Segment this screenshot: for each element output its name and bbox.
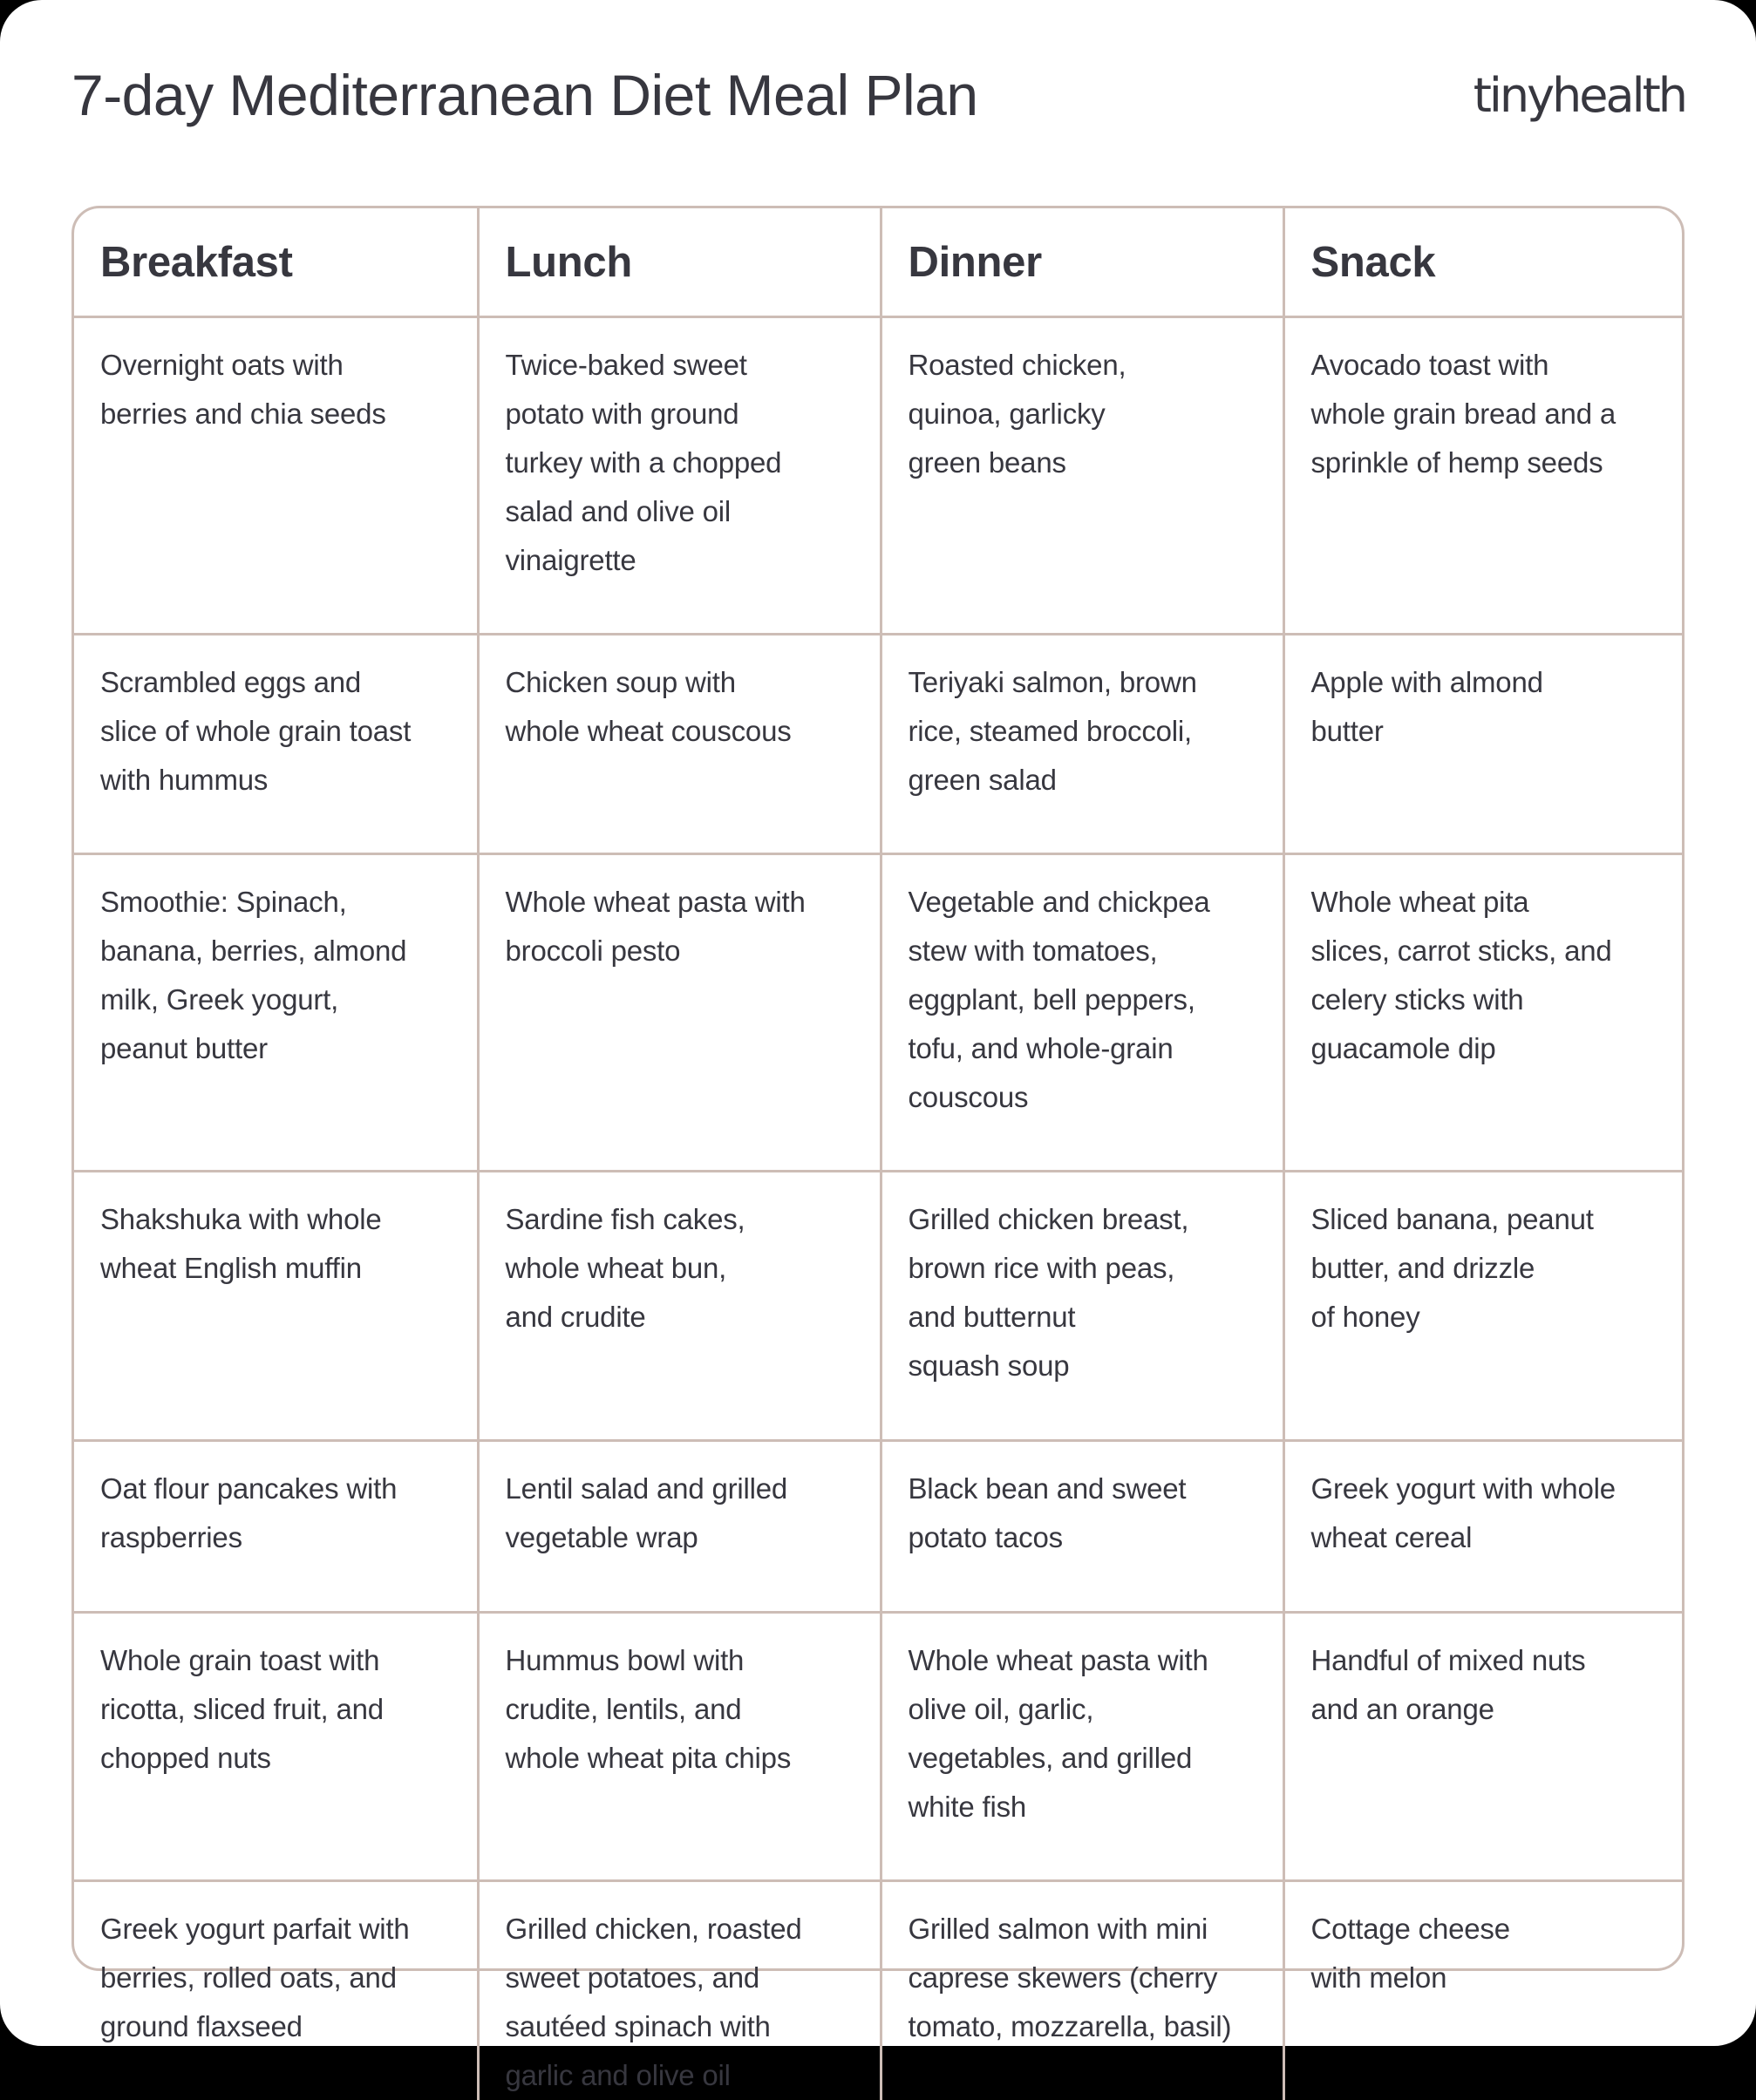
cell-text-line: Roasted chicken,	[909, 341, 1256, 390]
cell-text-line: Whole wheat pasta with	[506, 878, 854, 927]
cell-snack	[1283, 854, 1682, 1172]
cell-text-line: stew with tomatoes,	[909, 927, 1256, 975]
cell-text-line: slices, carrot sticks, and	[1311, 927, 1657, 975]
cell-text-line: wheat English muffin	[100, 1244, 451, 1293]
cell-text-line: sweet potatoes, and	[506, 1954, 854, 2002]
cell-text-line: whole wheat bun,	[506, 1244, 854, 1293]
cell-text-line: Whole grain toast with	[100, 1636, 451, 1685]
table-row	[74, 1613, 1682, 1881]
table-header-row	[74, 208, 1682, 317]
cell-breakfast	[74, 854, 478, 1172]
cell-dinner	[881, 317, 1283, 635]
cell-text-line: and crudite	[506, 1293, 854, 1342]
cell-breakfast	[74, 1441, 478, 1613]
cell-text-line: Whole wheat pita	[1311, 878, 1657, 927]
meal-plan-table	[74, 208, 1682, 2100]
cell-text-line: with melon	[1311, 1954, 1657, 2002]
cell-text-line: with hummus	[100, 756, 451, 805]
cell-text-line: slice of whole grain toast	[100, 707, 451, 756]
cell-text-line: butter, and drizzle	[1311, 1244, 1657, 1293]
cell-text-line: Sliced banana, peanut	[1311, 1195, 1657, 1244]
cell-text-line: butter	[1311, 707, 1657, 756]
cell-snack	[1283, 1172, 1682, 1441]
cell-text-line: broccoli pesto	[506, 927, 854, 975]
cell-lunch	[478, 317, 881, 635]
cell-text-line: Avocado toast with	[1311, 341, 1657, 390]
column-header-breakfast: Breakfast	[74, 208, 478, 317]
cell-snack	[1283, 317, 1682, 635]
cell-lunch	[478, 1172, 881, 1441]
cell-text-line: raspberries	[100, 1513, 451, 1562]
table-row	[74, 635, 1682, 854]
table-row	[74, 1881, 1682, 2100]
meal-plan-table-container	[71, 206, 1685, 1971]
cell-text-line: eggplant, bell peppers,	[909, 975, 1256, 1024]
cell-text-line: whole grain bread and a	[1311, 390, 1657, 438]
cell-text-line: white fish	[909, 1783, 1256, 1832]
column-header-lunch: Lunch	[478, 208, 881, 317]
cell-dinner	[881, 1881, 1283, 2100]
cell-text-line: chopped nuts	[100, 1734, 451, 1783]
cell-text-line: Whole wheat pasta with	[909, 1636, 1256, 1685]
cell-text-line: green salad	[909, 756, 1256, 805]
cell-text-line: wheat cereal	[1311, 1513, 1657, 1562]
cell-text-line: couscous	[909, 1073, 1256, 1122]
cell-dinner	[881, 1613, 1283, 1881]
cell-text-line: vegetable wrap	[506, 1513, 854, 1562]
cell-text-line: salad and olive oil	[506, 487, 854, 536]
cell-text-line: garlic and olive oil	[506, 2051, 854, 2100]
cell-text-line: and butternut	[909, 1293, 1256, 1342]
cell-text-line: olive oil, garlic,	[909, 1685, 1256, 1734]
cell-text-line: vinaigrette	[506, 536, 854, 585]
cell-text-line: sautéed spinach with	[506, 2002, 854, 2051]
cell-text-line: Grilled salmon with mini	[909, 1905, 1256, 1954]
cell-text-line: Oat flour pancakes with	[100, 1465, 451, 1513]
cell-text-line: Black bean and sweet	[909, 1465, 1256, 1513]
cell-text-line: potato with ground	[506, 390, 854, 438]
cell-text-line: Hummus bowl with	[506, 1636, 854, 1685]
cell-snack	[1283, 1881, 1682, 2100]
cell-snack	[1283, 1613, 1682, 1881]
cell-text-line: milk, Greek yogurt,	[100, 975, 451, 1024]
table-row	[74, 1441, 1682, 1613]
cell-text-line: whole wheat pita chips	[506, 1734, 854, 1783]
cell-text-line: and an orange	[1311, 1685, 1657, 1734]
cell-lunch	[478, 635, 881, 854]
table-row	[74, 317, 1682, 635]
cell-text-line: of honey	[1311, 1293, 1657, 1342]
cell-text-line: turkey with a chopped	[506, 438, 854, 487]
cell-lunch	[478, 854, 881, 1172]
cell-text-line: Lentil salad and grilled	[506, 1465, 854, 1513]
cell-text-line: Smoothie: Spinach,	[100, 878, 451, 927]
cell-snack	[1283, 1441, 1682, 1613]
cell-text-line: Greek yogurt with whole	[1311, 1465, 1657, 1513]
column-header-snack: Snack	[1283, 208, 1682, 317]
cell-text-line: celery sticks with	[1311, 975, 1657, 1024]
cell-text-line: Cottage cheese	[1311, 1905, 1657, 1954]
cell-text-line: brown rice with peas,	[909, 1244, 1256, 1293]
cell-breakfast	[74, 1613, 478, 1881]
cell-text-line: guacamole dip	[1311, 1024, 1657, 1073]
cell-text-line: Twice-baked sweet	[506, 341, 854, 390]
cell-text-line: berries, rolled oats, and	[100, 1954, 451, 2002]
cell-text-line: Scrambled eggs and	[100, 658, 451, 707]
cell-breakfast	[74, 1881, 478, 2100]
cell-dinner	[881, 635, 1283, 854]
cell-text-line: Sardine fish cakes,	[506, 1195, 854, 1244]
cell-text-line: ricotta, sliced fruit, and	[100, 1685, 451, 1734]
column-header-dinner: Dinner	[881, 208, 1283, 317]
cell-text-line: quinoa, garlicky	[909, 390, 1256, 438]
cell-text-line: peanut butter	[100, 1024, 451, 1073]
cell-breakfast	[74, 1172, 478, 1441]
cell-text-line: Vegetable and chickpea	[909, 878, 1256, 927]
cell-text-line: potato tacos	[909, 1513, 1256, 1562]
table-row	[74, 854, 1682, 1172]
cell-text-line: Teriyaki salmon, brown	[909, 658, 1256, 707]
cell-text-line: Grilled chicken, roasted	[506, 1905, 854, 1954]
cell-text-line: squash soup	[909, 1342, 1256, 1390]
cell-text-line: ground flaxseed	[100, 2002, 451, 2051]
cell-text-line: tomato, mozzarella, basil)	[909, 2002, 1256, 2051]
cell-text-line: Chicken soup with	[506, 658, 854, 707]
cell-text-line: caprese skewers (cherry	[909, 1954, 1256, 2002]
cell-text-line: tofu, and whole-grain	[909, 1024, 1256, 1073]
cell-dinner	[881, 1172, 1283, 1441]
cell-text-line: Apple with almond	[1311, 658, 1657, 707]
cell-lunch	[478, 1881, 881, 2100]
cell-text-line: Greek yogurt parfait with	[100, 1905, 451, 1954]
cell-text-line: Overnight oats with	[100, 341, 451, 390]
cell-dinner	[881, 1441, 1283, 1613]
brand-logo: tinyhealth	[1474, 70, 1685, 122]
cell-lunch	[478, 1613, 881, 1881]
cell-dinner	[881, 854, 1283, 1172]
page-title: 7-day Mediterranean Diet Meal Plan	[71, 56, 978, 134]
cell-text-line: berries and chia seeds	[100, 390, 451, 438]
cell-snack	[1283, 635, 1682, 854]
cell-text-line: crudite, lentils, and	[506, 1685, 854, 1734]
cell-text-line: whole wheat couscous	[506, 707, 854, 756]
cell-text-line: Grilled chicken breast,	[909, 1195, 1256, 1244]
cell-text-line: Shakshuka with whole	[100, 1195, 451, 1244]
cell-breakfast	[74, 317, 478, 635]
cell-text-line: banana, berries, almond	[100, 927, 451, 975]
cell-breakfast	[74, 635, 478, 854]
cell-text-line: green beans	[909, 438, 1256, 487]
cell-text-line: rice, steamed broccoli,	[909, 707, 1256, 756]
cell-text-line: Handful of mixed nuts	[1311, 1636, 1657, 1685]
cell-text-line: vegetables, and grilled	[909, 1734, 1256, 1783]
cell-text-line: sprinkle of hemp seeds	[1311, 438, 1657, 487]
table-row	[74, 1172, 1682, 1441]
cell-lunch	[478, 1441, 881, 1613]
